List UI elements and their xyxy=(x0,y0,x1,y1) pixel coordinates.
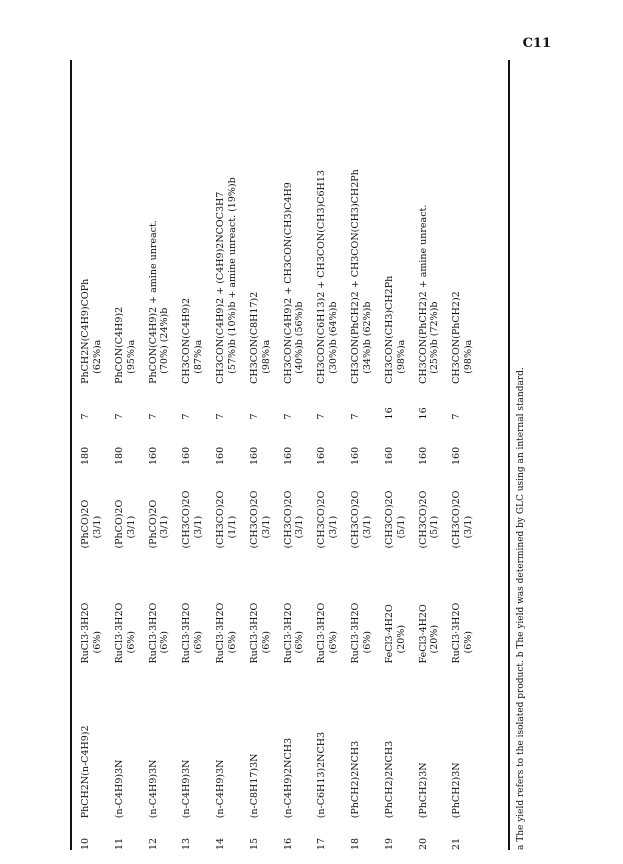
cell-time: 7 xyxy=(215,413,226,420)
cell-sub xyxy=(80,664,114,819)
cell-catalyst: RuCl3·3H2O xyxy=(350,602,361,664)
cell-acy xyxy=(418,465,452,549)
cell-product: PhCH2N(C4H9)COPh xyxy=(80,278,91,384)
cell-prd xyxy=(283,60,317,384)
table-row xyxy=(451,60,485,850)
cell-acy xyxy=(80,465,114,549)
cell-sub xyxy=(283,664,317,819)
cell-time: 7 xyxy=(181,413,193,420)
cell-catalyst: RuCl3·3H2O xyxy=(451,602,463,664)
cell-cat xyxy=(249,549,283,664)
cell-acylating: (CH3CO)2O xyxy=(451,490,463,549)
cell-tim xyxy=(215,384,249,420)
cell-no xyxy=(148,818,182,850)
cell-ratio: (3/1) xyxy=(125,515,137,539)
cell-product: CH3CON(C4H9)2 xyxy=(181,297,193,384)
cell-no: 17 xyxy=(316,837,328,850)
cell-time: 7 xyxy=(113,413,125,420)
cell-no xyxy=(80,818,114,850)
cell-ratio: (3/1) xyxy=(463,515,475,539)
cell-no: 10 xyxy=(80,837,91,850)
cell-catalyst: RuCl3·3H2O xyxy=(282,602,294,664)
cell-catalyst: RuCl3·3H2O xyxy=(215,602,226,664)
cell-tmp xyxy=(384,419,418,465)
cell-yield: (57%)b (10%)b + amine unreact. (19%)b xyxy=(226,177,238,374)
cell-cat xyxy=(418,549,452,664)
cell-acy xyxy=(283,465,317,549)
cell-catalyst: RuCl3·3H2O xyxy=(316,602,328,664)
cell-acy xyxy=(148,465,182,549)
cell-product: CH3CON(PhCH2)2 xyxy=(451,291,463,384)
cell-tim xyxy=(148,384,182,420)
cell-temp: 160 xyxy=(350,446,361,465)
cell-product: CH3CON(CH3)CH2Ph xyxy=(383,275,395,384)
cell-acylating: (PhCO)2O xyxy=(147,499,159,549)
table-row xyxy=(215,60,249,850)
table-row xyxy=(181,60,215,850)
cell-yield: (34%)b (62%)b xyxy=(361,301,373,374)
cell-cat xyxy=(148,549,182,664)
cell-temp: 160 xyxy=(417,446,429,465)
cell-acy xyxy=(316,465,350,549)
cell-product: CH3CON(C8H17)2 xyxy=(248,291,260,384)
cell-ratio: (3/1) xyxy=(361,515,373,539)
cell-acy xyxy=(384,465,418,549)
cell-tmp xyxy=(283,419,317,465)
cell-substrate: (n-C4H9)3N xyxy=(181,759,193,819)
cell-yield: (98%)a xyxy=(395,339,407,374)
cell-substrate: (PhCH2)3N xyxy=(451,762,463,819)
cell-no xyxy=(215,818,249,850)
table-row xyxy=(249,60,283,850)
cell-prd xyxy=(114,60,148,384)
cell-catalyst: RuCl3·3H2O xyxy=(147,602,159,664)
cell-no: 16 xyxy=(282,837,294,850)
cell-acylating: (CH3CO)2O xyxy=(181,490,193,549)
cell-sub xyxy=(148,664,182,819)
cell-no: 15 xyxy=(248,837,260,850)
cell-prd xyxy=(418,60,452,384)
cell-temp: 160 xyxy=(383,446,395,465)
cell-no xyxy=(249,818,283,850)
cell-cat xyxy=(215,549,249,664)
cell-prd xyxy=(181,60,215,384)
cell-tim xyxy=(181,384,215,420)
bottom-rule xyxy=(508,60,510,850)
table-row xyxy=(350,60,384,850)
table-row xyxy=(148,60,182,850)
cell-time: 7 xyxy=(282,413,294,420)
cell-substrate: PhCH2N(n-C4H9)2 xyxy=(80,725,91,819)
cell-no xyxy=(384,818,418,850)
cell-tim xyxy=(350,384,384,420)
cell-acylating: (CH3CO)2O xyxy=(417,490,429,549)
cell-ratio: (3/1) xyxy=(328,515,340,539)
cell-sub xyxy=(350,664,384,819)
cell-prd xyxy=(350,60,384,384)
rotated-table xyxy=(70,60,550,850)
cell-no xyxy=(350,818,384,850)
cell-sub xyxy=(316,664,350,819)
cell-yield: (40%)b (56%)b xyxy=(294,301,306,374)
cell-time: 7 xyxy=(147,413,159,420)
cell-substrate: (n-C8H17)3N xyxy=(248,753,260,819)
cell-catalyst: FeCl3·4H2O xyxy=(383,604,395,664)
cell-yield: (70%) (24%)b xyxy=(159,307,171,374)
cell-cat xyxy=(451,549,485,664)
cell-substrate: (PhCH2)2NCH3 xyxy=(350,740,361,819)
cell-sub xyxy=(181,664,215,819)
table-row xyxy=(283,60,317,850)
cell-cat_pct: (6%) xyxy=(159,631,171,654)
cell-no xyxy=(418,818,452,850)
cell-catalyst: RuCl3·3H2O xyxy=(248,602,260,664)
footnote: a The yield refers to the isolated product. b The yield was determined by GLC using an internal standard. xyxy=(516,367,526,850)
cell-cat_pct: (6%) xyxy=(125,631,137,654)
cell-product: PhCON(C4H9)2 + amine unreact. xyxy=(147,220,159,384)
cell-prd xyxy=(148,60,182,384)
cell-cat xyxy=(114,549,148,664)
cell-catalyst: RuCl3·3H2O xyxy=(80,602,91,664)
cell-cat_pct: (6%) xyxy=(193,631,205,654)
cell-acy xyxy=(350,465,384,549)
cell-yield: (62%)a xyxy=(91,339,103,374)
cell-tmp xyxy=(316,419,350,465)
cell-catalyst: FeCl3·4H2O xyxy=(417,604,429,664)
cell-tim xyxy=(114,384,148,420)
cell-product: CH3CON(PhCH2)2 + CH3CON(CH3)CH2Ph xyxy=(350,169,361,384)
results-table xyxy=(80,60,485,850)
cell-time: 16 xyxy=(417,407,429,420)
cell-ratio: (3/1) xyxy=(294,515,306,539)
cell-no xyxy=(283,818,317,850)
cell-no xyxy=(316,818,350,850)
cell-ratio: (5/1) xyxy=(429,515,441,539)
cell-cat xyxy=(384,549,418,664)
cell-no: 21 xyxy=(451,837,463,850)
cell-temp: 160 xyxy=(316,446,328,465)
cell-time: 7 xyxy=(316,413,328,420)
cell-yield: (30%)b (64%)b xyxy=(328,301,340,374)
table-row xyxy=(316,60,350,850)
cell-product: CH3CON(C4H9)2 + CH3CON(CH3)C4H9 xyxy=(282,182,294,384)
cell-sub xyxy=(114,664,148,819)
cell-acylating: (CH3CO)2O xyxy=(248,490,260,549)
cell-cat_pct: (6%) xyxy=(294,631,306,654)
cell-acy xyxy=(249,465,283,549)
page-label: C11 xyxy=(522,36,551,51)
cell-sub xyxy=(215,664,249,819)
cell-no: 20 xyxy=(417,837,429,850)
cell-temp: 160 xyxy=(282,446,294,465)
cell-ratio: (3/1) xyxy=(260,515,272,539)
cell-ratio: (5/1) xyxy=(395,515,407,539)
cell-substrate: (n-C4H9)2NCH3 xyxy=(282,737,294,819)
cell-tim xyxy=(80,384,114,420)
cell-acylating: (CH3CO)2O xyxy=(282,490,294,549)
cell-time: 7 xyxy=(350,413,361,420)
top-rule xyxy=(70,60,72,850)
table-row xyxy=(384,60,418,850)
cell-tim xyxy=(384,384,418,420)
cell-tmp xyxy=(451,419,485,465)
cell-cat_pct: (6%) xyxy=(463,631,475,654)
cell-acylating: (CH3CO)2O xyxy=(316,490,328,549)
cell-tmp xyxy=(114,419,148,465)
cell-yield: (25%)b (72%)b xyxy=(429,301,441,374)
table-row xyxy=(418,60,452,850)
cell-catalyst: RuCl3·3H2O xyxy=(113,602,125,664)
cell-temp: 160 xyxy=(451,446,463,465)
cell-product: PhCON(C4H9)2 xyxy=(113,306,125,384)
cell-sub xyxy=(451,664,485,819)
cell-cat_pct: (6%) xyxy=(91,631,103,654)
cell-tim xyxy=(283,384,317,420)
cell-no: 18 xyxy=(350,837,361,850)
cell-acylating: (PhCO)2O xyxy=(113,499,125,549)
cell-cat xyxy=(350,549,384,664)
cell-yield: (98%)a xyxy=(463,339,475,374)
cell-prd xyxy=(316,60,350,384)
cell-tmp xyxy=(80,419,114,465)
cell-acy xyxy=(451,465,485,549)
cell-time: 7 xyxy=(248,413,260,420)
cell-sub xyxy=(249,664,283,819)
cell-tim xyxy=(451,384,485,420)
cell-acylating: (PhCO)2O xyxy=(80,499,91,549)
cell-temp: 160 xyxy=(248,446,260,465)
cell-tmp xyxy=(215,419,249,465)
cell-temp: 180 xyxy=(80,446,91,465)
cell-acy xyxy=(181,465,215,549)
cell-temp: 160 xyxy=(181,446,193,465)
cell-ratio: (3/1) xyxy=(159,515,171,539)
cell-prd xyxy=(249,60,283,384)
cell-cat_pct: (20%) xyxy=(395,624,407,654)
cell-product: CH3CON(PhCH2)2 + amine unreact. xyxy=(417,204,429,384)
cell-no xyxy=(181,818,215,850)
cell-temp: 160 xyxy=(147,446,159,465)
cell-time: 16 xyxy=(383,407,395,420)
cell-no: 14 xyxy=(215,837,226,850)
cell-substrate: (PhCH2)3N xyxy=(417,762,429,819)
cell-cat_pct: (6%) xyxy=(260,631,272,654)
cell-acy xyxy=(114,465,148,549)
cell-no: 19 xyxy=(383,837,395,850)
cell-cat xyxy=(181,549,215,664)
cell-tmp xyxy=(148,419,182,465)
cell-cat xyxy=(80,549,114,664)
cell-substrate: (n-C4H9)3N xyxy=(113,759,125,819)
cell-acy xyxy=(215,465,249,549)
cell-substrate: (PhCH2)2NCH3 xyxy=(383,740,395,819)
cell-ratio: (1/1) xyxy=(226,515,238,539)
cell-tmp xyxy=(181,419,215,465)
cell-prd xyxy=(451,60,485,384)
cell-product: CH3CON(C4H9)2 + (C4H9)2NCOC3H7 xyxy=(215,191,226,384)
cell-no xyxy=(114,818,148,850)
cell-cat_pct: (6%) xyxy=(328,631,340,654)
cell-tim xyxy=(418,384,452,420)
cell-cat_pct: (6%) xyxy=(226,631,238,654)
cell-no: 12 xyxy=(147,837,159,850)
cell-yield: (98%)a xyxy=(260,339,272,374)
cell-tmp xyxy=(418,419,452,465)
table-row xyxy=(80,60,114,850)
cell-sub xyxy=(418,664,452,819)
cell-acylating: (CH3CO)2O xyxy=(350,490,361,549)
cell-prd xyxy=(384,60,418,384)
cell-temp: 180 xyxy=(113,446,125,465)
cell-time: 7 xyxy=(451,413,463,420)
table-row xyxy=(114,60,148,850)
cell-sub xyxy=(384,664,418,819)
cell-acylating: (CH3CO)2O xyxy=(215,490,226,549)
cell-tim xyxy=(316,384,350,420)
cell-yield: (87%)a xyxy=(193,339,205,374)
cell-prd xyxy=(80,60,114,384)
cell-substrate: (n-C6H13)2NCH3 xyxy=(316,731,328,819)
cell-product: CH3CON(C6H13)2 + CH3CON(CH3)C6H13 xyxy=(316,170,328,384)
cell-substrate: (n-C4H9)3N xyxy=(147,759,159,819)
cell-yield: (95%)a xyxy=(125,339,137,374)
cell-acylating: (CH3CO)2O xyxy=(383,490,395,549)
cell-no xyxy=(451,818,485,850)
cell-no: 13 xyxy=(181,837,193,850)
cell-ratio: (3/1) xyxy=(193,515,205,539)
cell-substrate: (n-C4H9)3N xyxy=(215,759,226,819)
cell-cat xyxy=(316,549,350,664)
cell-tmp xyxy=(249,419,283,465)
cell-prd xyxy=(215,60,249,384)
cell-time: 7 xyxy=(80,413,91,420)
cell-temp: 160 xyxy=(215,446,226,465)
cell-catalyst: RuCl3·3H2O xyxy=(181,602,193,664)
cell-cat_pct: (6%) xyxy=(361,631,373,654)
cell-no: 11 xyxy=(113,837,125,850)
cell-cat xyxy=(283,549,317,664)
cell-cat_pct: (20%) xyxy=(429,624,441,654)
cell-tim xyxy=(249,384,283,420)
cell-ratio: (3/1) xyxy=(91,515,103,539)
cell-tmp xyxy=(350,419,384,465)
